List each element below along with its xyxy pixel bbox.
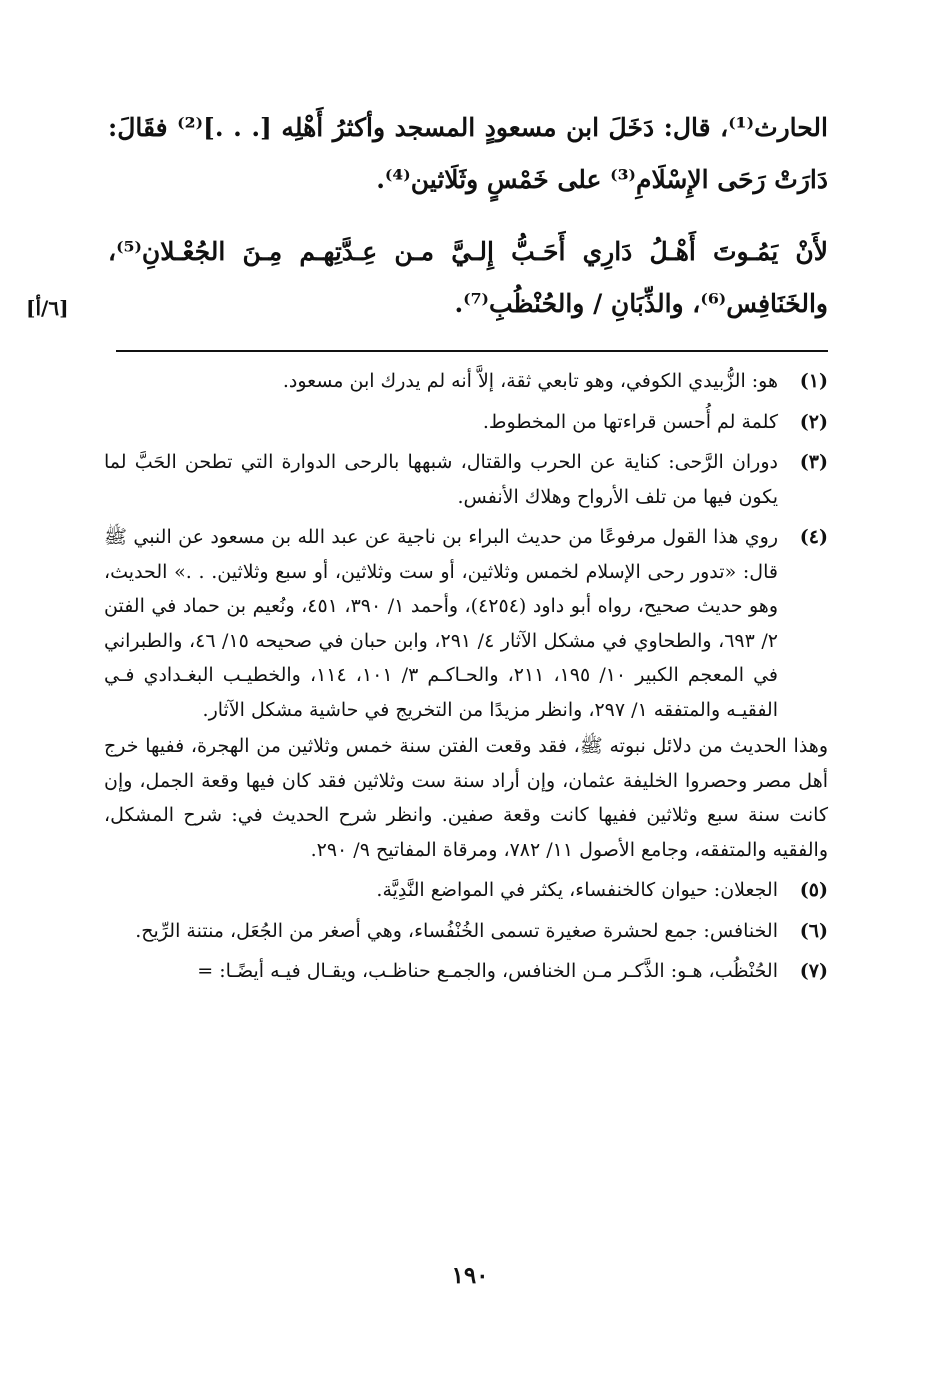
- main-paragraph-1: [108, 102, 828, 206]
- footnote-5: [104, 873, 828, 908]
- footnote-text: وهذا الحديث من دلائل نبوته ﷺ، فقد وقعت الفتن سنة خمس وثلاثين من الهجرة، ففيها خرج أهل مصر وحصروا الخليفة عثمان، وإن أراد سنة ست وثلاثين فقد كان فيها وقعة الجمل، وإن كانت سنة سبع وثلاثين ففيها كانت وقعة صفين. وانظر شرح الحديث في: شرح المشكل، والفقيه والمتفقه، وجامع الأصول ١١/ ٧٨٢، ومرقاة المفاتيح ٩/ ٢٩٠.: [104, 735, 828, 861]
- footnote-text: دوران الرَّحى: كناية عن الحرب والقتال، شبهها بالرحى الدوارة التي تطحن الحَبَّ لما يكون فيها من تلف الأرواح وهلاك الأنفس.: [104, 451, 778, 508]
- footnote-text: الجعلان: حيوان كالخنفساء، يكثر في المواضع النَّدِيَّة.: [376, 879, 778, 901]
- footnote-7: [104, 954, 828, 989]
- footnote-3: [104, 445, 828, 514]
- main-line: الحارث⁽¹⁾، قال: دَخَلَ ابن مسعودٍ المسجد وأكثرُ أَهْلِه [. . .]⁽²⁾ فقَالَ:: [108, 113, 828, 142]
- footnote-number: (٣): [799, 451, 828, 473]
- footnotes: [104, 364, 828, 995]
- footnote-text: كلمة لم أُحسن قراءتها من المخطوط.: [482, 410, 778, 433]
- footnote-number: (٦): [799, 919, 828, 942]
- footnote-4-continuation: [104, 729, 828, 867]
- footnote-number: (٧): [799, 960, 828, 982]
- footnote-text: هو: الزُّبيدي الكوفي، وهو تابعي ثقة، إلاَّ أنه لم يدرك ابن مسعود.: [282, 370, 778, 392]
- footnote-2: [104, 405, 828, 440]
- footnote-number: (٥): [799, 879, 828, 901]
- footnote-text: روي هذا القول مرفوعًا من حديث البراء بن ناجية عن عبد الله بن مسعود عن النبي ﷺ قال: «تدور رحى الإسلام لخمس وثلاثين، أو ست وثلاثين، أو سبع وثلاثين. . .» الحديث، وهو حديث صحيح، رواه أبو داود (٤٢٥٤)، وأحمد ١/ ٣٩٠، ٤٥١، ونُعيم بن حماد في الفتن ٢/ ٦٩٣، والطحاوي في مشكل الآثار ٤/ ٢٩١، وابن حبان في صحيحه ١٥/ ٤٦، والطبراني في المعجم الكبير ١٠/ ١٩٥، ٢١١، والحـاكـم ٣/ ١٠١، ١١٤، والخطيـب البغـدادي فـي الفقيـه والمتفقه ١/ ٢٩٧، وانظر مزيدًا من التخريج في حاشية مشكل الآثار.: [104, 526, 779, 721]
- main-line: والخَنَافِس⁽⁶⁾، والذِّبَانِ / والحُنْظُبِ⁽⁷⁾.: [454, 289, 828, 318]
- main-line: دَارَتْ رَحَى الإِسْلَامِ⁽³⁾ على خَمْسٍ وثَلَاثين⁽⁴⁾.: [376, 165, 828, 194]
- main-line: لأَنْ يَمُـوتَ أَهْـلُ دَارِي أَحَـبُّ إِلـيَّ مـن عِـدَّتِهـم مِـنَ الجُعْـلانِ⁽⁵⁾،: [108, 237, 828, 266]
- page-number: ١٩٠: [451, 1262, 489, 1289]
- footnote-number: (٢): [799, 410, 828, 433]
- footnote-4: [104, 520, 828, 727]
- footnote-6: [104, 914, 828, 949]
- footnote-1: [104, 364, 828, 399]
- footnote-separator: [116, 350, 828, 352]
- footnote-number: (١): [799, 370, 828, 392]
- footnote-number: (٤): [799, 526, 828, 548]
- footnote-text: الخنافس: جمع لحشرة صغيرة تسمى الخُنْفُساء، وهي أصغر من الجُعَل، منتنة الرِّيح.: [135, 919, 778, 942]
- footnote-text: الحُنْظُب، هـو: الذَّكـر مـن الخنافس، والجمـع حناظـب، ويقـال فيـه أيضًـا: =: [197, 960, 778, 982]
- main-paragraph-2: [108, 226, 828, 330]
- manuscript-folio-marker: [٦/أ]: [26, 296, 69, 320]
